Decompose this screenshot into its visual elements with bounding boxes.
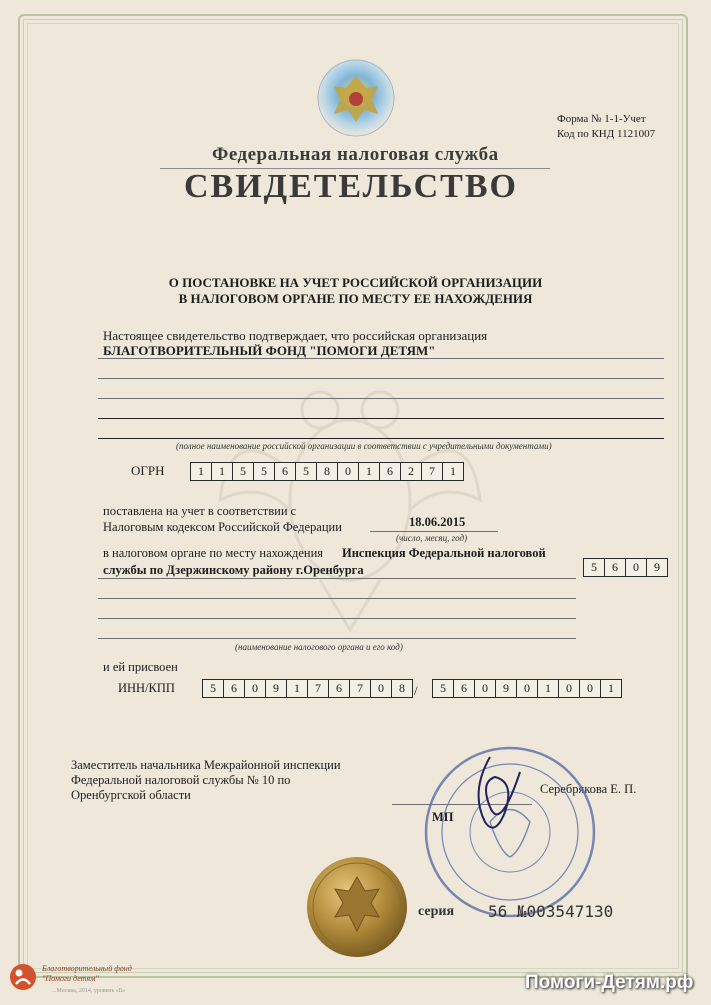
kpp-cells — [432, 679, 622, 698]
ogrn-digit-cell: 1 — [190, 462, 211, 481]
ogrn-digit-cell: 0 — [337, 462, 358, 481]
signatory-position: Заместитель начальника Межрайонной инспекции Федеральной налоговой службы № 10 по Оренбургской области — [71, 758, 341, 802]
tax-service-name: Федеральная налоговая служба — [212, 144, 499, 165]
organization-name: БЛАГОТВОРИТЕЛЬНЫЙ ФОНД "ПОМОГИ ДЕТЯМ" — [103, 343, 436, 358]
tax-body-caption: (наименование налогового органа и его код) — [235, 642, 403, 652]
tax-code-digit-cell: 5 — [583, 558, 604, 577]
ogrn-cells — [190, 462, 464, 481]
inn-digit-cell: 0 — [370, 679, 391, 698]
ogrn-digit-cell: 6 — [274, 462, 295, 481]
tax-body-code-cells — [583, 558, 668, 577]
inn-digit-cell: 6 — [223, 679, 244, 698]
ogrn-digit-cell: 1 — [211, 462, 232, 481]
inn-digit-cell: 8 — [391, 679, 413, 698]
tax-body-name-2: службы по Дзержинскому району г.Оренбурга — [103, 563, 364, 577]
kpp-digit-cell: 1 — [600, 679, 622, 698]
printer-note: ...Москва, 2014, уровень «Б» — [52, 988, 126, 994]
series-number: 56 №003547130 — [488, 902, 614, 921]
tax-body-label: в налоговом органе по месту нахождения — [103, 546, 324, 560]
inn-digit-cell: 7 — [349, 679, 370, 698]
hologram-emblem-icon — [316, 58, 396, 138]
signature-icon — [460, 752, 540, 842]
ogrn-digit-cell: 5 — [253, 462, 274, 481]
kpp-digit-cell: 0 — [558, 679, 579, 698]
seal-place-label: МП — [432, 810, 454, 824]
ogrn-digit-cell: 5 — [295, 462, 316, 481]
assigned-text: и ей присвоен — [103, 660, 178, 674]
inn-digit-cell: 0 — [244, 679, 265, 698]
kpp-digit-cell: 0 — [516, 679, 537, 698]
inn-kpp-separator: / — [414, 683, 418, 698]
kpp-digit-cell: 9 — [495, 679, 516, 698]
ogrn-digit-cell: 6 — [379, 462, 400, 481]
registration-text: поставлена на учет в соответствии с Налоговым кодексом Российской Федерации — [103, 504, 342, 534]
ogrn-label: ОГРН — [131, 463, 165, 478]
kpp-digit-cell: 0 — [579, 679, 600, 698]
date-caption: (число, месяц, год) — [396, 533, 468, 543]
kpp-digit-cell: 0 — [474, 679, 495, 698]
ogrn-digit-cell: 7 — [421, 462, 442, 481]
ogrn-digit-cell: 5 — [232, 462, 253, 481]
tax-code-digit-cell: 0 — [625, 558, 646, 577]
registration-date: 18.06.2015 — [409, 515, 466, 529]
fund-logo-icon — [8, 962, 38, 992]
ogrn-digit-cell: 1 — [442, 462, 464, 481]
ogrn-digit-cell: 8 — [316, 462, 337, 481]
kpp-digit-cell: 1 — [537, 679, 558, 698]
intro-text: Настоящее свидетельство подтверждает, что российская организация — [103, 328, 488, 343]
tax-body-name-1: Инспекция Федеральной налоговой — [342, 546, 546, 560]
inn-digit-cell: 6 — [328, 679, 349, 698]
document-subtitle: О ПОСТАНОВКЕ НА УЧЕТ РОССИЙСКОЙ ОРГАНИЗАЦИИ В НАЛОГОВОМ ОРГАНЕ ПО МЕСТУ ЕЕ НАХОЖДЕНИЯ — [168, 275, 543, 306]
inn-digit-cell: 5 — [202, 679, 223, 698]
inn-digit-cell: 1 — [286, 679, 307, 698]
kpp-digit-cell: 5 — [432, 679, 453, 698]
ogrn-digit-cell: 1 — [358, 462, 379, 481]
inn-digit-cell: 9 — [265, 679, 286, 698]
signatory-name: Серебрякова Е. П. — [540, 782, 637, 796]
tax-code-digit-cell: 9 — [646, 558, 668, 577]
document-title: СВИДЕТЕЛЬСТВО — [184, 168, 518, 205]
form-number: Форма № 1-1-Учет Код по КНД 1121007 — [557, 113, 656, 140]
website-link[interactable]: Помоги-Детям.рф — [525, 972, 694, 993]
fund-name: Благотворительный фонд "Помоги детям" — [42, 964, 132, 983]
gold-seal-icon — [305, 855, 409, 959]
tax-code-digit-cell: 6 — [604, 558, 625, 577]
knd-code: Код по КНД 1121007 — [557, 128, 656, 140]
inn-kpp-label: ИНН/КПП — [118, 681, 175, 695]
ogrn-digit-cell: 2 — [400, 462, 421, 481]
series-label: серия — [418, 904, 455, 919]
kpp-digit-cell: 6 — [453, 679, 474, 698]
organization-caption: (полное наименование российской организации в соответствии с учредительными документами) — [176, 441, 552, 451]
inn-digit-cell: 7 — [307, 679, 328, 698]
inn-cells — [202, 679, 413, 698]
